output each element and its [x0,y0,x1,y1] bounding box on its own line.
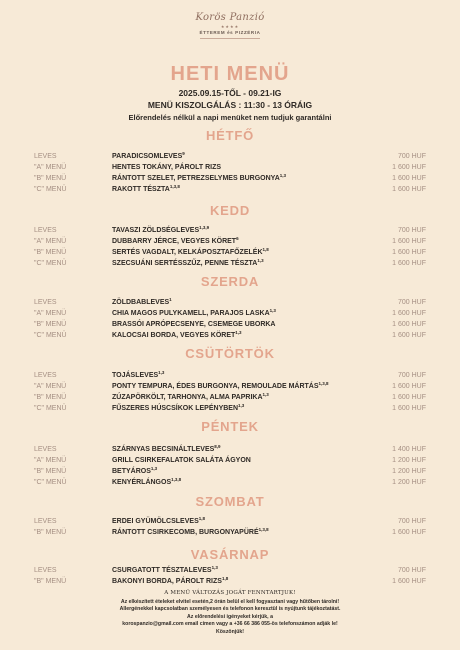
dish-name: SERTÉS VAGDALT, KELKÁPOSZTAFŐZELÉK$^{1,8}$ [112,247,269,256]
takeaway-note: Az elkészített ételeket elvitel esetén,2 órán belül el kell fogyasztani vagy hűtőben tárolni! [120,599,340,605]
dish-name: RÁNTOTT SZELET, PETREZSELYMES BURGONYA$^{1,3}$ [112,173,287,182]
day-heading-tuesday: KEDD [209,203,251,218]
allergen-codes: 1,3,8 [171,477,182,482]
dish-name: GRILL CSIRKEFALATOK SALÁTA ÁGYON [112,457,251,464]
menu-category: "B" MENÜ [34,529,67,536]
menu-row [0,309,460,319]
dish-price: 1 600 HUF [392,175,426,182]
dish-price: 1 600 HUF [392,578,426,585]
restaurant-logo [0,12,460,39]
dish-price: 700 HUF [397,567,426,574]
dish-name: HENTES TOKÁNY, PÁROLT RIZS [112,164,222,171]
allergen-codes: 1,3 [262,392,269,397]
menu-row [0,331,460,341]
menu-row [0,174,460,184]
menu-row [0,298,460,308]
dish-name: RAKOTT TÉSZTA$^{1,3,8}$ [112,184,180,193]
menu-category: "A" MENÜ [34,457,67,464]
menu-row [0,393,460,403]
dish-name: BAKONYI BORDA, PÁROLT RIZS$^{1,8}$ [112,576,229,585]
menu-category: "B" MENÜ [34,394,67,401]
rights-reserved-note: A MENÜ VÁLTOZÁS JOGÁT FENNTARTJUK! [164,590,296,596]
allergen-codes: 1,3 [238,403,245,408]
allergen-codes: 1,3,8 [258,527,269,532]
dish-price: 1 600 HUF [392,238,426,245]
dish-price: 1 600 HUF [392,529,426,536]
menu-category: "A" MENÜ [34,238,67,245]
allergen-codes: 1,3 [150,466,158,471]
dish-price: 1 600 HUF [392,332,426,339]
dish-name: RÁNTOTT CSIRKECOMB, BURGONYAPÜRÉ$^{1,3,8}$ [112,527,269,536]
dish-name: ZÖLDBABLEVES$^1$ [112,297,172,306]
dish-name: CHIA MAGOS PULYKAMELL, PARAJOS LASKA$^{1,3}$ [112,308,276,317]
allergen-codes: 1,3,8 [169,184,180,189]
menu-row [0,566,460,576]
dish-name: ERDEI GYÜMÖLCSLEVES$^{1,8}$ [112,516,205,525]
menu-category: LEVES [34,446,57,453]
menu-category: "B" MENÜ [34,468,67,475]
allergen-codes: 1,3 [235,330,242,335]
day-heading-sunday: VASÁRNAP [190,547,270,562]
menu-category: "C" MENÜ [34,186,67,193]
allergen-codes: 1,3 [279,173,287,178]
dish-price: 1 600 HUF [392,186,426,193]
menu-category: "B" MENÜ [34,249,67,256]
menu-category: "C" MENÜ [34,405,67,412]
menu-row [0,248,460,258]
menu-category: "C" MENÜ [34,260,67,267]
dish-name: PARADICSOMLEVES$^9$ [112,151,185,160]
menu-category: LEVES [34,567,57,574]
thank-you: Köszönjük! [216,628,244,635]
menu-footer [0,590,460,636]
dish-name: BETYÁROS$^{1,3}$ [112,466,158,475]
dish-name: FŰSZERES HÚSCSÍKOK LEPÉNYBEN$^{1,3}$ [112,403,245,412]
dish-name: BRASSÓI APRÓPECSENYE, CSEMEGE UBORKA [112,321,276,328]
menu-category: "A" MENÜ [34,164,67,171]
menu-category: LEVES [34,153,57,160]
allergen-codes: 1,3 [158,370,165,375]
dish-name: PONTY TEMPURA, ÉDES BURGONYA, REMOULADE MÁRTÁS$^{1,3,8}$ [112,381,329,390]
day-heading-saturday: SZOMBAT [195,494,265,509]
dish-price: 1 600 HUF [392,405,426,412]
preorder-note: Előrendelés nélkül a napi menüket nem tudjuk garantálni [128,113,332,122]
dish-name: TOJÁSLEVES$^{1,3}$ [112,370,165,379]
menu-category: LEVES [34,299,57,306]
dish-price: 1 200 HUF [392,468,426,475]
menu-row [0,163,460,173]
dish-price: 1 600 HUF [392,164,426,171]
allergen-codes: 1,3,9 [199,225,210,230]
allergen-codes: 1 [169,297,172,302]
menu-date-range: 2025.09.15-TŐL - 09.21-IG [178,88,282,98]
day-heading-thursday: CSÜTÖRTÖK [185,346,275,361]
dish-price: 700 HUF [397,518,426,525]
dish-name: CSURGATOTT TÉSZTALEVES$^{1,3}$ [112,565,218,574]
dish-price: 1 600 HUF [392,260,426,267]
dish-name: TAVASZI ZÖLDSÉGLEVES$^{1,3,9}$ [112,225,210,234]
logo-stars-icon: ★★★★ [220,24,240,29]
menu-category: "B" MENÜ [34,578,67,585]
dish-price: 700 HUF [397,153,426,160]
logo-script-name: Korös Panzió [195,12,265,23]
menu-row [0,185,460,195]
dish-price: 700 HUF [397,372,426,379]
menu-category: LEVES [34,518,57,525]
menu-row [0,259,460,269]
allergen-codes: 9 [182,151,185,156]
menu-row [0,320,460,330]
dish-name: KENYÉRLÁNGOS$^{1,3,8}$ [112,477,182,486]
dish-name: KALOCSAI BORDA, VEGYES KÖRET$^{1,3}$ [112,330,242,339]
menu-row [0,528,460,538]
allergen-codes: 1,8 [198,516,205,521]
allergen-codes: 6 [236,236,239,241]
menu-row [0,152,460,162]
dish-price: 1 600 HUF [392,321,426,328]
menu-row [0,382,460,392]
menu-title: HETI MENÜ [170,63,290,85]
dish-price: 1 400 HUF [392,446,426,453]
menu-category: "C" MENÜ [34,479,67,486]
allergen-codes: 1,8 [262,247,269,252]
menu-row [0,517,460,527]
allergen-codes: 8,9 [214,444,221,449]
menu-category: "C" MENÜ [34,332,67,339]
menu-row [0,226,460,236]
allergen-codes: 1,8 [221,576,229,581]
dish-price: 1 600 HUF [392,383,426,390]
dish-price: 700 HUF [397,227,426,234]
logo-subtitle: ÉTTEREM és PIZZÉRIA [199,30,261,35]
dish-price: 1 600 HUF [392,394,426,401]
allergen-codes: 1,3 [257,258,264,263]
dish-price: 700 HUF [397,299,426,306]
day-heading-friday: PÉNTEK [201,419,259,434]
menu-category: "A" MENÜ [34,310,67,317]
menu-row [0,456,460,466]
menu-row [0,371,460,381]
dish-name: DUBBARRY JÉRCE, VEGYES KÖRET$^6$ [112,236,239,245]
logo-divider [200,38,260,39]
dish-price: 1 600 HUF [392,310,426,317]
allergen-codes: 1,3 [211,565,218,570]
menu-category: LEVES [34,372,57,379]
allergen-note: Allergénekkel kapcsolatban személyesen és telefonon keresztül is nyújtunk tájékoztatást. [119,606,341,613]
allergen-codes: 1,3 [269,308,276,313]
menu-row [0,445,460,455]
dish-price: 1 200 HUF [392,457,426,464]
dish-name: SZECSUÁNI SERTÉSSZŰZ, PENNE TÉSZTA$^{1,3}$ [112,258,264,267]
contact-info: korospanzio@gmail.com email címen vagy a +36 66 386 055-ös telefonszámon adják le! [122,621,338,628]
menu-row [0,577,460,587]
menu-row [0,404,460,414]
menu-row [0,467,460,477]
preorder-request: Az előrendelési igényeket kérjük, a [187,613,273,620]
dish-name: SZÁRNYAS BECSINÁLTLEVES$^{8,9}$ [112,444,221,453]
allergen-codes: 1,3,8 [318,381,329,386]
day-heading-wednesday: SZERDA [200,274,260,289]
serving-hours: MENÜ KISZOLGÁLÁS : 11:30 - 13 ÓRÁIG [147,100,313,110]
menu-row [0,478,460,488]
menu-category: "A" MENÜ [34,383,67,390]
menu-row [0,237,460,247]
menu-category: LEVES [34,227,57,234]
menu-category: "B" MENÜ [34,175,67,182]
dish-price: 1 200 HUF [392,479,426,486]
menu-category: "B" MENÜ [34,321,67,328]
dish-price: 1 600 HUF [392,249,426,256]
dish-name: ZÚZAPÖRKÖLT, TARHONYA, ALMA PAPRIKA$^{1,3}$ [112,392,269,401]
day-heading-monday: HÉTFŐ [205,128,255,143]
